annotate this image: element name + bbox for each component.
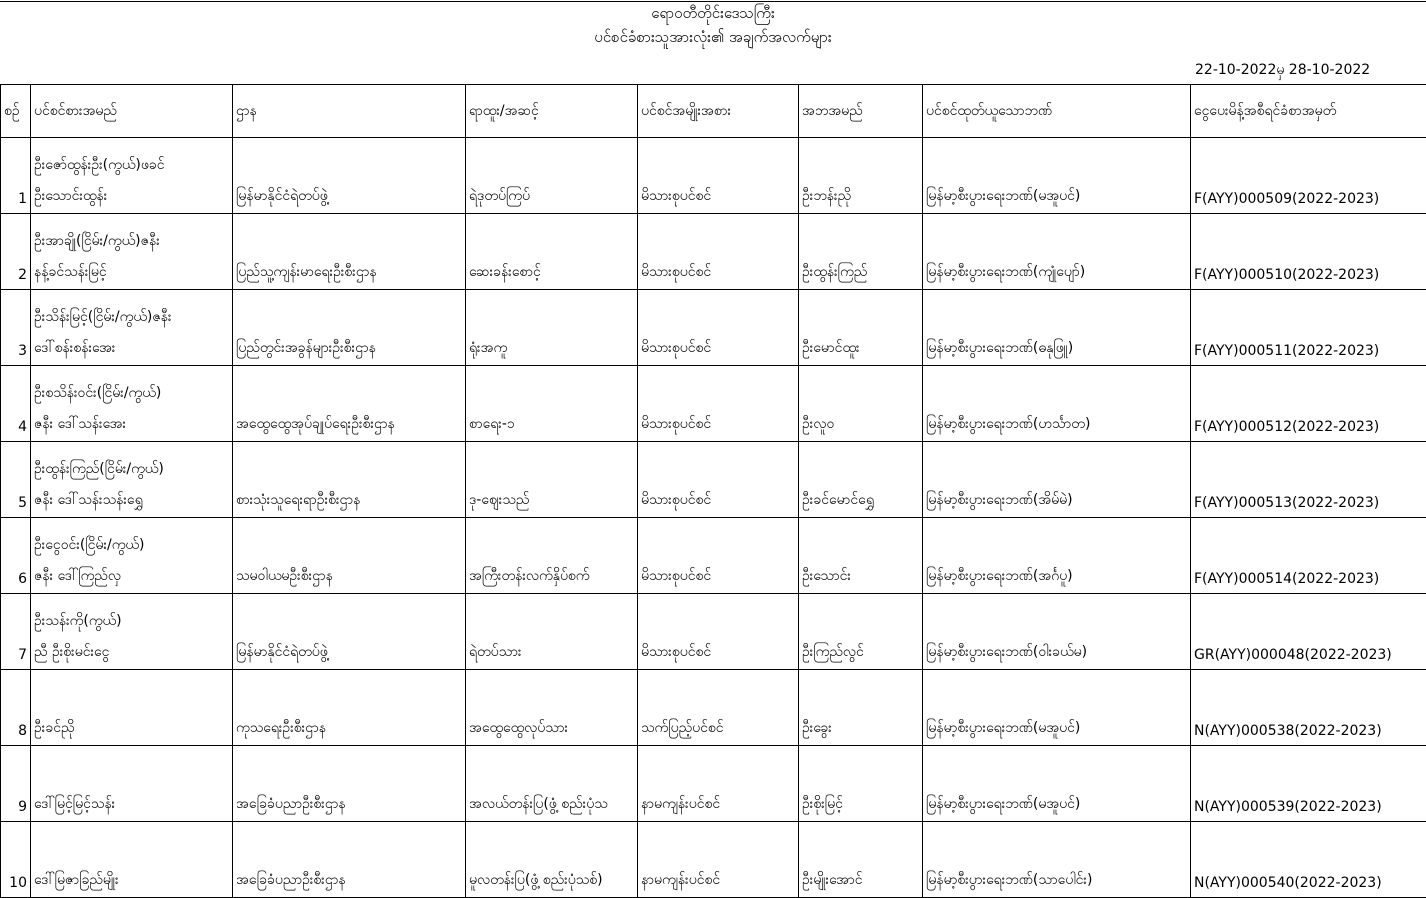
col-header-bank: ပင်စင်ထုတ်ယူသောဘဏ် (923, 85, 1191, 138)
cell-ref: F(AYY)000512(2022-2023) (1191, 366, 1426, 442)
pension-table (0, 84, 1426, 898)
cell-name (31, 138, 233, 214)
col-header-dept: ဌာန (233, 85, 466, 138)
cell-father: ဦးကြည်လွင် (799, 594, 923, 670)
cell-ref: N(AYY)000540(2022-2023) (1191, 822, 1426, 898)
table-row (1, 822, 1426, 898)
col-header-no: စဉ် (1, 85, 31, 138)
cell-no: 9 (1, 746, 31, 822)
document-subtitle: ပင်စင်ခံစားသူအားလုံး၏ အချက်အလက်များ (0, 28, 1426, 50)
cell-ref: GR(AYY)000048(2022-2023) (1191, 594, 1426, 670)
cell-no: 8 (1, 670, 31, 746)
cell-rank: ဒု-ဈေးသည် (466, 442, 638, 518)
cell-bank: မြန်မာ့စီးပွားရေးဘဏ်(သာပေါင်း) (923, 822, 1191, 898)
name-line1: ဦးထွန်းကြည်(ငြိမ်း/ကွယ်) (34, 459, 229, 480)
cell-bank: မြန်မာ့စီးပွားရေးဘဏ်(အိမ်မဲ) (923, 442, 1191, 518)
cell-bank: မြန်မာ့စီးပွားရေးဘဏ်(ဝါးခယ်မ) (923, 594, 1191, 670)
cell-name (31, 442, 233, 518)
cell-ref: N(AYY)000538(2022-2023) (1191, 670, 1426, 746)
cell-no: 3 (1, 290, 31, 366)
cell-type: မိသားစုပင်စင် (638, 594, 799, 670)
cell-type: မိသားစုပင်စင် (638, 214, 799, 290)
col-header-name: ပင်စင်စားအမည် (31, 85, 233, 138)
table-row (1, 670, 1426, 746)
cell-no: 4 (1, 366, 31, 442)
cell-father: ဦးမျိုးအောင် (799, 822, 923, 898)
name-line1: ဦးအာချို(ငြိမ်း/ကွယ်)ဇနီး (34, 231, 229, 252)
cell-no: 10 (1, 822, 31, 898)
table-row (1, 746, 1426, 822)
cell-rank: ရုံးအကူ (466, 290, 638, 366)
cell-rank: ရဲဒုတပ်ကြပ် (466, 138, 638, 214)
cell-ref: F(AYY)000510(2022-2023) (1191, 214, 1426, 290)
cell-no: 7 (1, 594, 31, 670)
name-line2: ဒေါ်စန်းစန်းအေး (34, 338, 229, 359)
cell-bank: မြန်မာ့စီးပွားရေးဘဏ်(ဓနုဖြူ) (923, 290, 1191, 366)
cell-type: သက်ပြည့်ပင်စင် (638, 670, 799, 746)
cell-bank: မြန်မာ့စီးပွားရေးဘဏ်(မအူပင်) (923, 138, 1191, 214)
cell-rank: အကြီးတန်းလက်နှိပ်စက် (466, 518, 638, 594)
name-line2: ဦးခင်ညို (34, 718, 229, 739)
cell-father: ဦးခင်မောင်ရွှေ (799, 442, 923, 518)
document-title: ရောဝတီတိုင်းဒေသကြီး (0, 4, 1426, 26)
cell-dept: ပြည်သူ့ကျန်းမာရေးဦးစီးဌာန (233, 214, 466, 290)
cell-type: နာမကျန်းပင်စင် (638, 746, 799, 822)
cell-dept: ကုသရေးဦးစီးဌာန (233, 670, 466, 746)
name-line2: ဇနီး ဒေါ်သန်းအေး (34, 414, 229, 435)
cell-rank: မူလတန်းပြ(ဖွံ့ စည်းပုံသစ်) (466, 822, 638, 898)
name-line2: နန့်ခင်သန်းမြင့် (34, 262, 229, 283)
cell-name (31, 366, 233, 442)
cell-rank: ရဲတပ်သား (466, 594, 638, 670)
top-border (0, 1, 1426, 2)
table-row (1, 214, 1426, 290)
cell-name (31, 746, 233, 822)
cell-father: ဦးစိုးမြင့် (799, 746, 923, 822)
cell-name (31, 518, 233, 594)
cell-type: မိသားစုပင်စင် (638, 290, 799, 366)
cell-father: ဦးသောင်း (799, 518, 923, 594)
cell-father: ဦးဘန်းညို (799, 138, 923, 214)
date-range: 22-10-2022မှ 28-10-2022 (1195, 60, 1370, 81)
cell-dept: စားသုံးသူရေးရာဦးစီးဌာန (233, 442, 466, 518)
col-header-rank: ရာထူး/အဆင့် (466, 85, 638, 138)
name-line2: ဦးသောင်းထွန်း (34, 186, 229, 207)
cell-dept: မြန်မာနိုင်ငံရဲတပ်ဖွဲ့ (233, 138, 466, 214)
cell-ref: F(AYY)000513(2022-2023) (1191, 442, 1426, 518)
cell-bank: မြန်မာ့စီးပွားရေးဘဏ်(ကျုံပျော်) (923, 214, 1191, 290)
cell-rank: အလယ်တန်းပြ(ဖွံ့ စည်းပုံသ (466, 746, 638, 822)
cell-ref: F(AYY)000511(2022-2023) (1191, 290, 1426, 366)
name-line2: ညီ ဦးစိုးမင်းငွေ (34, 642, 229, 663)
name-line2: ဒေါ်မြင့်မြင့်သန်း (34, 794, 229, 815)
cell-dept: အခြေခံပညာဦးစီးဌာန (233, 746, 466, 822)
header-row (1, 85, 1426, 138)
cell-father: ဦးလူဝ (799, 366, 923, 442)
cell-bank: မြန်မာ့စီးပွားရေးဘဏ်(အင်္ဂပူ) (923, 518, 1191, 594)
name-line1: ဦးဇော်ထွန်းဦး(ကွယ်)ဖခင် (34, 155, 229, 176)
cell-name (31, 214, 233, 290)
cell-bank: မြန်မာ့စီးပွားရေးဘဏ်(မအူပင်) (923, 746, 1191, 822)
cell-dept: ပြည်တွင်းအခွန်များဦးစီးဌာန (233, 290, 466, 366)
cell-bank: မြန်မာ့စီးပွားရေးဘဏ်(မအူပင်) (923, 670, 1191, 746)
col-header-father: အဘအမည် (799, 85, 923, 138)
cell-no: 2 (1, 214, 31, 290)
table-row (1, 442, 1426, 518)
cell-name (31, 290, 233, 366)
cell-ref: N(AYY)000539(2022-2023) (1191, 746, 1426, 822)
cell-father: ဦးခွေး (799, 670, 923, 746)
cell-name (31, 822, 233, 898)
name-line2: ဇနီး ဒေါ်သန်းသန်းရွှေ (34, 490, 229, 511)
name-line1: ဦးစသိန်းဝင်း(ငြိမ်း/ကွယ်) (34, 383, 229, 404)
cell-ref: F(AYY)000514(2022-2023) (1191, 518, 1426, 594)
cell-no: 1 (1, 138, 31, 214)
cell-no: 5 (1, 442, 31, 518)
cell-dept: သမဝါယမဦးစီးဌာန (233, 518, 466, 594)
cell-type: နာမကျန်းပင်စင် (638, 822, 799, 898)
cell-father: ဦးထွန်းကြည် (799, 214, 923, 290)
cell-type: မိသားစုပင်စင် (638, 518, 799, 594)
cell-no: 6 (1, 518, 31, 594)
cell-type: မိသားစုပင်စင် (638, 138, 799, 214)
table-row (1, 518, 1426, 594)
table-row (1, 594, 1426, 670)
name-line1: ဦးသန်းကို(ကွယ်) (34, 611, 229, 632)
name-line2: ဒေါ်မြဇာခြည်မျိုး (34, 870, 229, 891)
cell-name (31, 594, 233, 670)
cell-rank: စာရေး-၁ (466, 366, 638, 442)
name-line2: ဇနီး ဒေါ်ကြည်လှ (34, 566, 229, 587)
cell-dept: မြန်မာနိုင်ငံရဲတပ်ဖွဲ့ (233, 594, 466, 670)
cell-name (31, 670, 233, 746)
cell-bank: မြန်မာ့စီးပွားရေးဘဏ်(ဟင်္သာတ) (923, 366, 1191, 442)
table-row (1, 366, 1426, 442)
name-line1: ဦးသိန်းမြင့်(ငြိမ်း/ကွယ်)ဇနီး (34, 307, 229, 328)
col-header-type: ပင်စင်အမျိုးအစား (638, 85, 799, 138)
cell-type: မိသားစုပင်စင် (638, 442, 799, 518)
cell-rank: ဆေးခန်းစောင့် (466, 214, 638, 290)
table-row (1, 138, 1426, 214)
cell-type: မိသားစုပင်စင် (638, 366, 799, 442)
cell-ref: F(AYY)000509(2022-2023) (1191, 138, 1426, 214)
cell-dept: အထွေထွေအုပ်ချုပ်ရေးဦးစီးဌာန (233, 366, 466, 442)
col-header-ref: ငွေပေးမိန့်အစီရင်ခံစာအမှတ် (1191, 85, 1426, 138)
name-line1: ဦးငွေဝင်း(ငြိမ်း/ကွယ်) (34, 535, 229, 556)
cell-rank: အထွေထွေလုပ်သား (466, 670, 638, 746)
table-row (1, 290, 1426, 366)
cell-dept: အခြေခံပညာဦးစီးဌာန (233, 822, 466, 898)
cell-father: ဦးမောင်ထူး (799, 290, 923, 366)
